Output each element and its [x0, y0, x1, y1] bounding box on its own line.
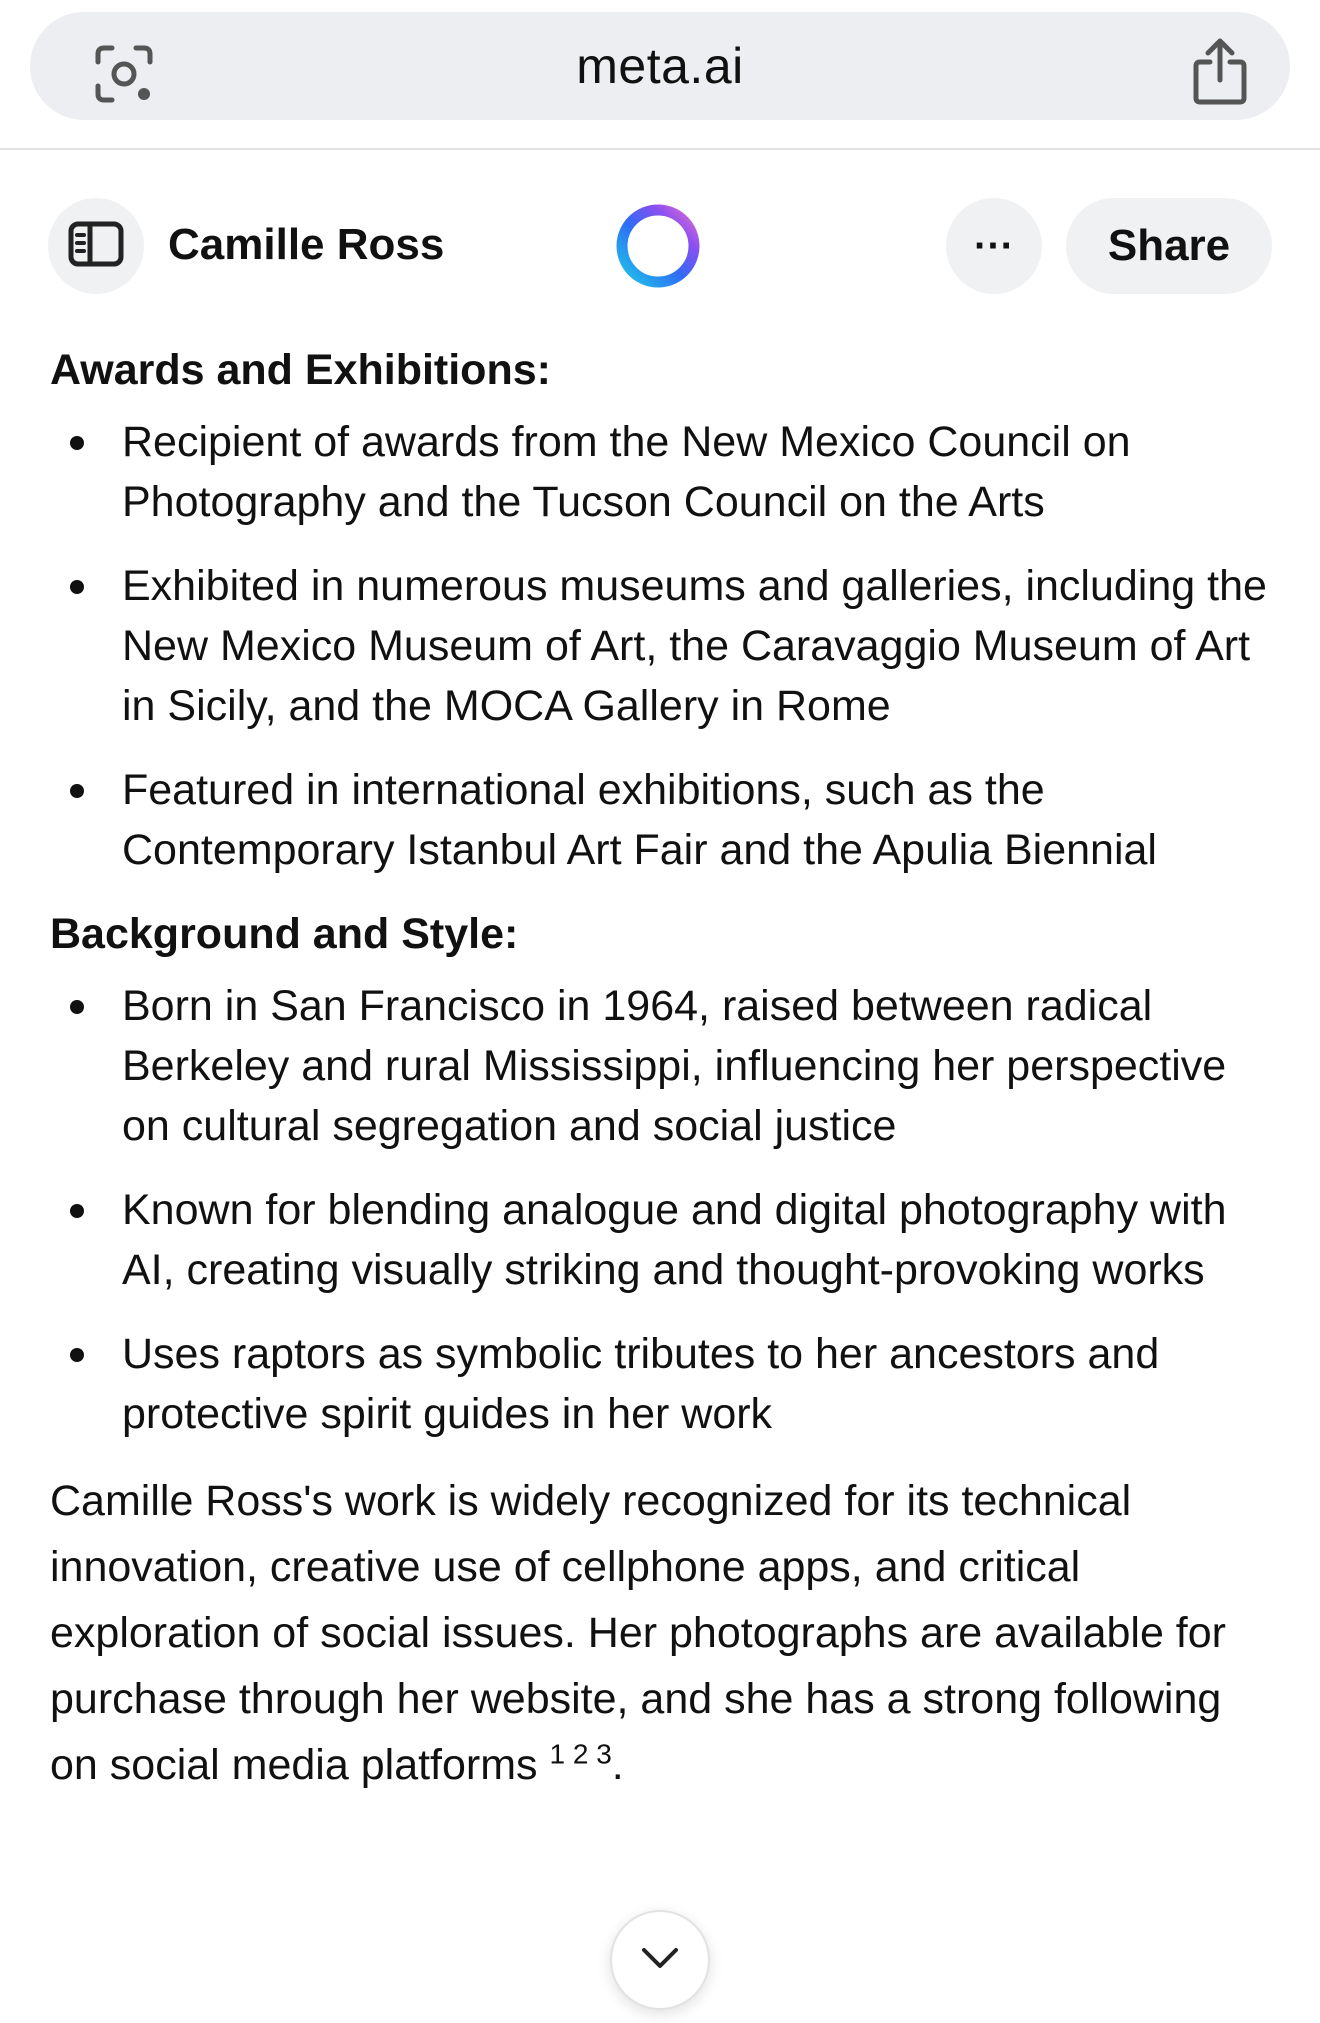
- list-item-text: Recipient of awards from the New Mexico Council on Photography and the Tucson Council on the Arts: [122, 418, 1131, 526]
- section-heading: Awards and Exhibitions:: [50, 346, 551, 394]
- more-icon: ···: [974, 223, 1014, 268]
- summary-paragraph: [50, 1468, 1280, 1798]
- list-item-text: Known for blending analogue and digital photography with AI, creating visually striking and thought-provoking works: [122, 1186, 1227, 1294]
- list-item: [50, 556, 1280, 736]
- bullet-icon: [70, 1204, 84, 1218]
- message-content: [50, 340, 1280, 1798]
- scroll-to-bottom-button[interactable]: [610, 1910, 710, 2010]
- meta-ai-logo-icon: [612, 200, 704, 292]
- bullet-list: [50, 976, 1280, 1444]
- list-item: [50, 412, 1280, 532]
- url-text[interactable]: meta.ai: [576, 38, 744, 94]
- list-item: [50, 976, 1280, 1156]
- share-icon[interactable]: [1188, 36, 1252, 106]
- browser-toolbar: [0, 0, 1320, 150]
- bullet-icon: [70, 436, 84, 450]
- list-item-text: Exhibited in numerous museums and galleries, including the New Mexico Museum of Art, the Caravaggio Museum of Art in Sicily, and the MOCA Gallery in Rome: [122, 562, 1267, 730]
- summary-text: Camille Ross's work is widely recognized for its technical innovation, creative use of cellphone apps, and critical exploration of social issues. Her photographs are available for purchase through her website, and she has a strong following on social media platforms: [50, 1477, 1226, 1789]
- list-item: [50, 1180, 1280, 1300]
- list-item-text: Born in San Francisco in 1964, raised between radical Berkeley and rural Mississippi, influencing her perspective on cultural segregation and social justice: [122, 982, 1227, 1150]
- more-options-button[interactable]: [946, 198, 1042, 294]
- section-background: [50, 904, 1280, 1444]
- bullet-icon: [70, 1348, 84, 1362]
- bullet-icon: [70, 580, 84, 594]
- share-button[interactable]: Share: [1066, 198, 1272, 294]
- chevron-down-icon: [640, 1946, 680, 1975]
- list-item-text: Uses raptors as symbolic tributes to her ancestors and protective spirit guides in her work: [122, 1330, 1160, 1438]
- citation-links[interactable]: 1 2 3: [549, 1738, 612, 1770]
- list-item: [50, 1324, 1280, 1444]
- bullet-icon: [70, 1000, 84, 1014]
- section-awards: [50, 340, 1280, 880]
- list-item: [50, 760, 1280, 880]
- sidebar-toggle-button[interactable]: [48, 198, 144, 294]
- bullet-list: [50, 412, 1280, 880]
- bullet-icon: [70, 784, 84, 798]
- address-bar[interactable]: [30, 12, 1290, 120]
- list-item-text: Featured in international exhibitions, such as the Contemporary Istanbul Art Fair and the Apulia Biennial: [122, 766, 1157, 874]
- chat-title: Camille Ross: [168, 220, 445, 269]
- section-heading: Background and Style:: [50, 910, 519, 958]
- sidebar-icon: [68, 221, 124, 272]
- chat-header: [0, 190, 1320, 300]
- summary-end: .: [611, 1741, 624, 1789]
